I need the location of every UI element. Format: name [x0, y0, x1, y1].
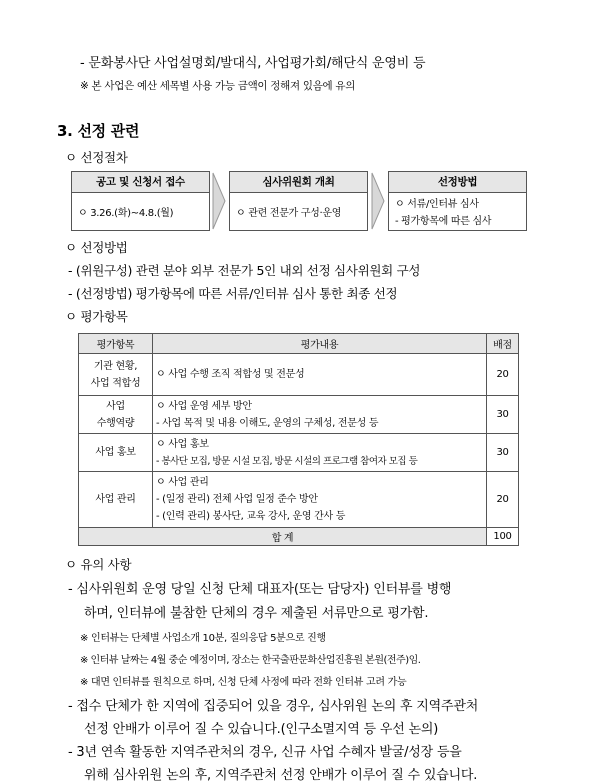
content-line: - (인력 관리) 봉사단, 교육 강사, 운영 간사 등 — [156, 511, 346, 522]
flow-step-body — [389, 193, 526, 230]
table-cell-content — [153, 472, 487, 528]
notes-paragraph-line: - 접수 단체가 한 지역에 집중되어 있을 경우, 심사위원 논의 후 지역주관처 — [68, 699, 479, 714]
table-cell-category — [79, 434, 153, 472]
content-line: ㅇ 사업 홍보 — [156, 438, 209, 450]
flow-arrow-icon — [212, 172, 226, 230]
flow-step-method — [388, 171, 527, 231]
table-row — [79, 354, 519, 396]
flow-step-head: 심사위원회 개최 — [230, 172, 367, 193]
table-cell-content — [153, 396, 487, 434]
table-cell-content — [153, 434, 487, 472]
budget-note: ※ 본 사업은 예산 세목별 사용 가능 금액이 정해져 있음에 유의 — [80, 80, 356, 92]
table-cell-score: 30 — [487, 396, 519, 434]
procedure-title: ㅇ 선정절차 — [65, 150, 128, 165]
flow-step-body: ㅇ 관련 전문가 구성·운영 — [236, 208, 342, 219]
table-cell-score: 20 — [487, 354, 519, 396]
method-line: - (위원구성) 관련 분야 외부 전문가 5인 내외 선정 심사위원회 구성 — [68, 263, 421, 278]
flow-step-head: 공고 및 신청서 접수 — [72, 172, 209, 193]
section-heading: 3. 선정 관련 — [57, 122, 140, 140]
table-header-cell: 배점 — [487, 334, 519, 354]
table-total-label: 합 계 — [79, 528, 487, 546]
flow-step-line: - 평가항목에 따른 심사 — [395, 216, 492, 227]
table-cell-score: 20 — [487, 472, 519, 528]
notes-paragraph-line: 선정 안배가 이루어 질 수 있습니다.(인구소멸지역 등 우선 논의) — [84, 722, 439, 737]
category-line: 사업 — [106, 400, 125, 412]
table-cell-category — [79, 396, 153, 434]
table-cell-score: 30 — [487, 434, 519, 472]
category-line: 사업 홍보 — [95, 447, 136, 458]
table-cell-category — [79, 472, 153, 528]
table-cell-content — [153, 354, 487, 396]
category-line: 수행역량 — [96, 417, 135, 429]
table-header-cell: 평가내용 — [153, 334, 487, 354]
budget-item-line: - 문화봉사단 사업설명회/발대식, 사업평가회/해단식 운영비 등 — [80, 56, 426, 71]
criteria-title: ㅇ 평가항목 — [65, 309, 128, 324]
evaluation-table — [78, 333, 519, 546]
notes-paragraph-line: - 3년 연속 활동한 지역주관처의 경우, 신규 사업 수혜자 발굴/성장 등을 — [68, 745, 462, 760]
notes-star-line: ※ 인터뷰는 단체별 사업소개 10분, 질의응답 5분으로 진행 — [80, 633, 326, 644]
notes-paragraph-line: 위해 심사위원 논의 후, 지역주관처 선정 안배가 이루어 질 수 있습니다. — [84, 768, 478, 783]
flow-step-committee — [229, 171, 368, 231]
table-header-row — [79, 334, 519, 354]
notes-star-line: ※ 대면 인터뷰를 원칙으로 하며, 신청 단체 사정에 따라 전화 인터뷰 고려 가능 — [80, 677, 407, 688]
method-title: ㅇ 선정방법 — [65, 240, 128, 255]
flow-step-line: ㅇ 서류/인터뷰 심사 — [395, 199, 479, 210]
notes-paragraph-line: - 심사위원회 운영 당일 신청 단체 대표자(또는 담당자) 인터뷰를 병행 — [68, 582, 452, 597]
method-line: - (선정방법) 평가항목에 따른 서류/인터뷰 심사 통한 최종 선정 — [68, 286, 398, 301]
notes-paragraph-line: 하며, 인터뷰에 불참한 단체의 경우 제출된 서류만으로 평가함. — [84, 606, 429, 621]
table-row — [79, 434, 519, 472]
table-header-cell: 평가항목 — [79, 334, 153, 354]
category-line: 기관 현황, — [93, 360, 138, 372]
table-row — [79, 396, 519, 434]
table-total-score: 100 — [487, 528, 519, 546]
category-line: 사업 관리 — [95, 494, 136, 505]
content-line: - 봉사단 모집, 방문 시설 모집, 방문 시설의 프로그램 참여자 모집 등 — [156, 455, 418, 467]
table-cell-category — [79, 354, 153, 396]
category-line: 사업 적합성 — [90, 377, 141, 389]
content-line: ㅇ 사업 관리 — [156, 477, 209, 488]
content-line: - (일정 관리) 전체 사업 일정 준수 방안 — [156, 494, 318, 505]
notes-star-line: ※ 인터뷰 날짜는 4월 중순 예정이며, 장소는 한국출판문화산업진흥원 본원(전주)임. — [80, 655, 421, 666]
table-row — [79, 472, 519, 528]
flow-arrow-icon — [371, 172, 385, 230]
content-line: ㅇ 사업 운영 세부 방안 — [156, 400, 252, 412]
flow-step-head: 선정방법 — [389, 172, 526, 193]
content-line: ㅇ 사업 수행 조직 적합성 및 전문성 — [156, 369, 305, 380]
flow-step-body: ㅇ 3.26.(화)~4.8.(월) — [78, 208, 174, 219]
flow-step-application — [71, 171, 210, 231]
content-line: - 사업 목적 및 내용 이해도, 운영의 구체성, 전문성 등 — [156, 417, 379, 429]
notes-title: ㅇ 유의 사항 — [65, 557, 132, 572]
table-total-row — [79, 528, 519, 546]
